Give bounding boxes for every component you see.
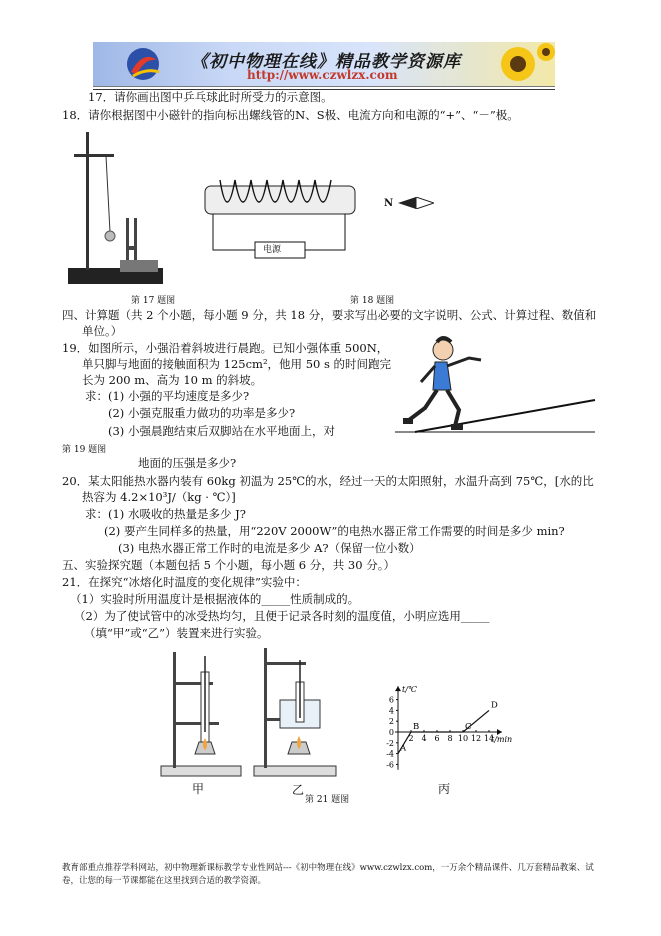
y-tick-label: 4 <box>388 706 394 716</box>
label-yi: 乙 <box>292 783 305 797</box>
q19-sub1: 求：(1) 小强的平均速度是多少? <box>85 389 250 403</box>
header-title: 《初中物理在线》精品教学资源库 <box>191 52 461 72</box>
q20-sub3: (3) 电热水器正常工作时的电流是多少 A?（保留一位小数） <box>118 541 421 555</box>
q21-line1: 21．在探究“冰熔化时温度的变化规律”实验中： <box>62 575 307 589</box>
point-label-b: B <box>413 722 420 732</box>
x-tick-label: 4 <box>421 734 427 743</box>
y-tick-label: 6 <box>388 695 394 705</box>
fig17-drawing <box>60 126 170 291</box>
fig19-caption: 第 19 题图 <box>62 445 107 455</box>
apparatus-jia <box>155 642 255 782</box>
q19-line3: 长为 200 m、高为 10 m 的斜坡。 <box>82 373 263 387</box>
q19-sub2: (2) 小强克服重力做功的功率是多少? <box>108 406 296 420</box>
sec5-heading: 五、实验探究题（本题包括 5 个小题，每小题 6 分，共 30 分。） <box>62 558 395 572</box>
compass-needle-icon <box>398 197 434 209</box>
x-axis-label: t/min <box>491 735 513 744</box>
y-tick-label: 0 <box>388 728 394 737</box>
page-footer: 教育部重点推荐学科网站，初中物理新课标教学专业性网站---《初中物理在线》www.czwlzx.com，一万余个精品课件、几万套精品教案、试卷，让您的每一节课都能在这里找到合适的教学资源。 <box>62 863 594 886</box>
fig21-caption: 第 21 题图 <box>305 795 350 805</box>
apparatus-yi <box>248 642 348 782</box>
y-tick-label: -2 <box>386 738 394 748</box>
x-tick-label: 8 <box>447 734 453 743</box>
q19-sub3-cont: 地面的压强是多少? <box>138 456 237 470</box>
x-tick-label: 2 <box>408 734 414 743</box>
header-url[interactable]: http://www.czwlzx.com <box>247 68 398 82</box>
sunflower-icon <box>488 42 555 86</box>
point-label-c: C <box>465 722 472 732</box>
q18-text: 18．请你根据图中小磁针的指向标出螺线管的N、S极、电流方向和电源的“+”、“－”极。 <box>62 108 519 122</box>
sec4-heading-cont: 单位。） <box>82 324 123 338</box>
q20-line2: 热容为 4.2×10³J/（kg · ℃）] <box>82 490 236 504</box>
sec4-heading: 四、计算题（共 2 个小题，每小题 9 分，共 18 分，要求写出必要的文字说明、公式、计算过程、数值和 <box>62 308 597 322</box>
label-bing: 丙 <box>438 782 451 796</box>
q19-sub3: (3) 小强晨跑结束后双脚站在水平地面上，对 <box>108 424 335 438</box>
x-tick-label: 10 <box>457 734 469 743</box>
logo-icon <box>123 46 163 82</box>
q21-sub2: （2）为了使试管中的冰受热均匀，且便于记录各时刻的温度值，小明应选用_____ <box>74 609 490 623</box>
x-tick-label: 6 <box>434 734 440 743</box>
y-tick-label: -6 <box>386 760 394 770</box>
y-tick-label: -4 <box>386 749 394 759</box>
q17-text: 17．请你画出图中乒乓球此时所受力的示意图。 <box>88 90 333 104</box>
q20-line1: 20．某太阳能热水器内装有 60kg 初温为 25℃的水，经过一天的太阳照射，水温升高到 75℃，[水的比 <box>62 474 594 488</box>
q19-line2: 单只脚与地面的接触面积为 125cm²，他用 50 s 的时间跑完 <box>82 357 392 371</box>
y-axis-label: t/℃ <box>402 685 417 695</box>
q20-sub2: (2) 要产生同样多的热量，用“220V 2000W”的电热水器正常工作需要的时间是多少 min? <box>104 524 565 538</box>
q20-sub1: 求：(1) 水吸收的热量是多少 J? <box>85 507 246 521</box>
fig18-solenoid <box>195 170 375 260</box>
header-banner <box>93 42 555 87</box>
point-label-d: D <box>491 700 498 711</box>
power-label: 电源 <box>263 245 282 255</box>
fig19-runner <box>385 330 600 440</box>
needle-label: N <box>384 198 394 209</box>
y-tick-label: 2 <box>388 717 394 727</box>
label-jia: 甲 <box>192 782 205 796</box>
x-tick-label: 14 <box>483 734 495 743</box>
fig18-caption: 第 18 题图 <box>350 296 395 306</box>
temperature-graph <box>366 676 526 776</box>
q21-sub1: （1）实验时所用温度计是根据液体的_____性质制成的。 <box>70 592 360 606</box>
fig17-caption: 第 17 题图 <box>131 296 176 306</box>
x-tick-label: 12 <box>470 734 482 743</box>
q19-line1: 19．如图所示，小强沿着斜坡进行晨跑。已知小强体重 500N， <box>62 341 389 355</box>
q21-sub2-cont: （填“甲”或“乙”）装置来进行实验。 <box>84 626 269 640</box>
point-label-a: A <box>400 743 407 754</box>
y-axis-arrow <box>395 686 401 691</box>
